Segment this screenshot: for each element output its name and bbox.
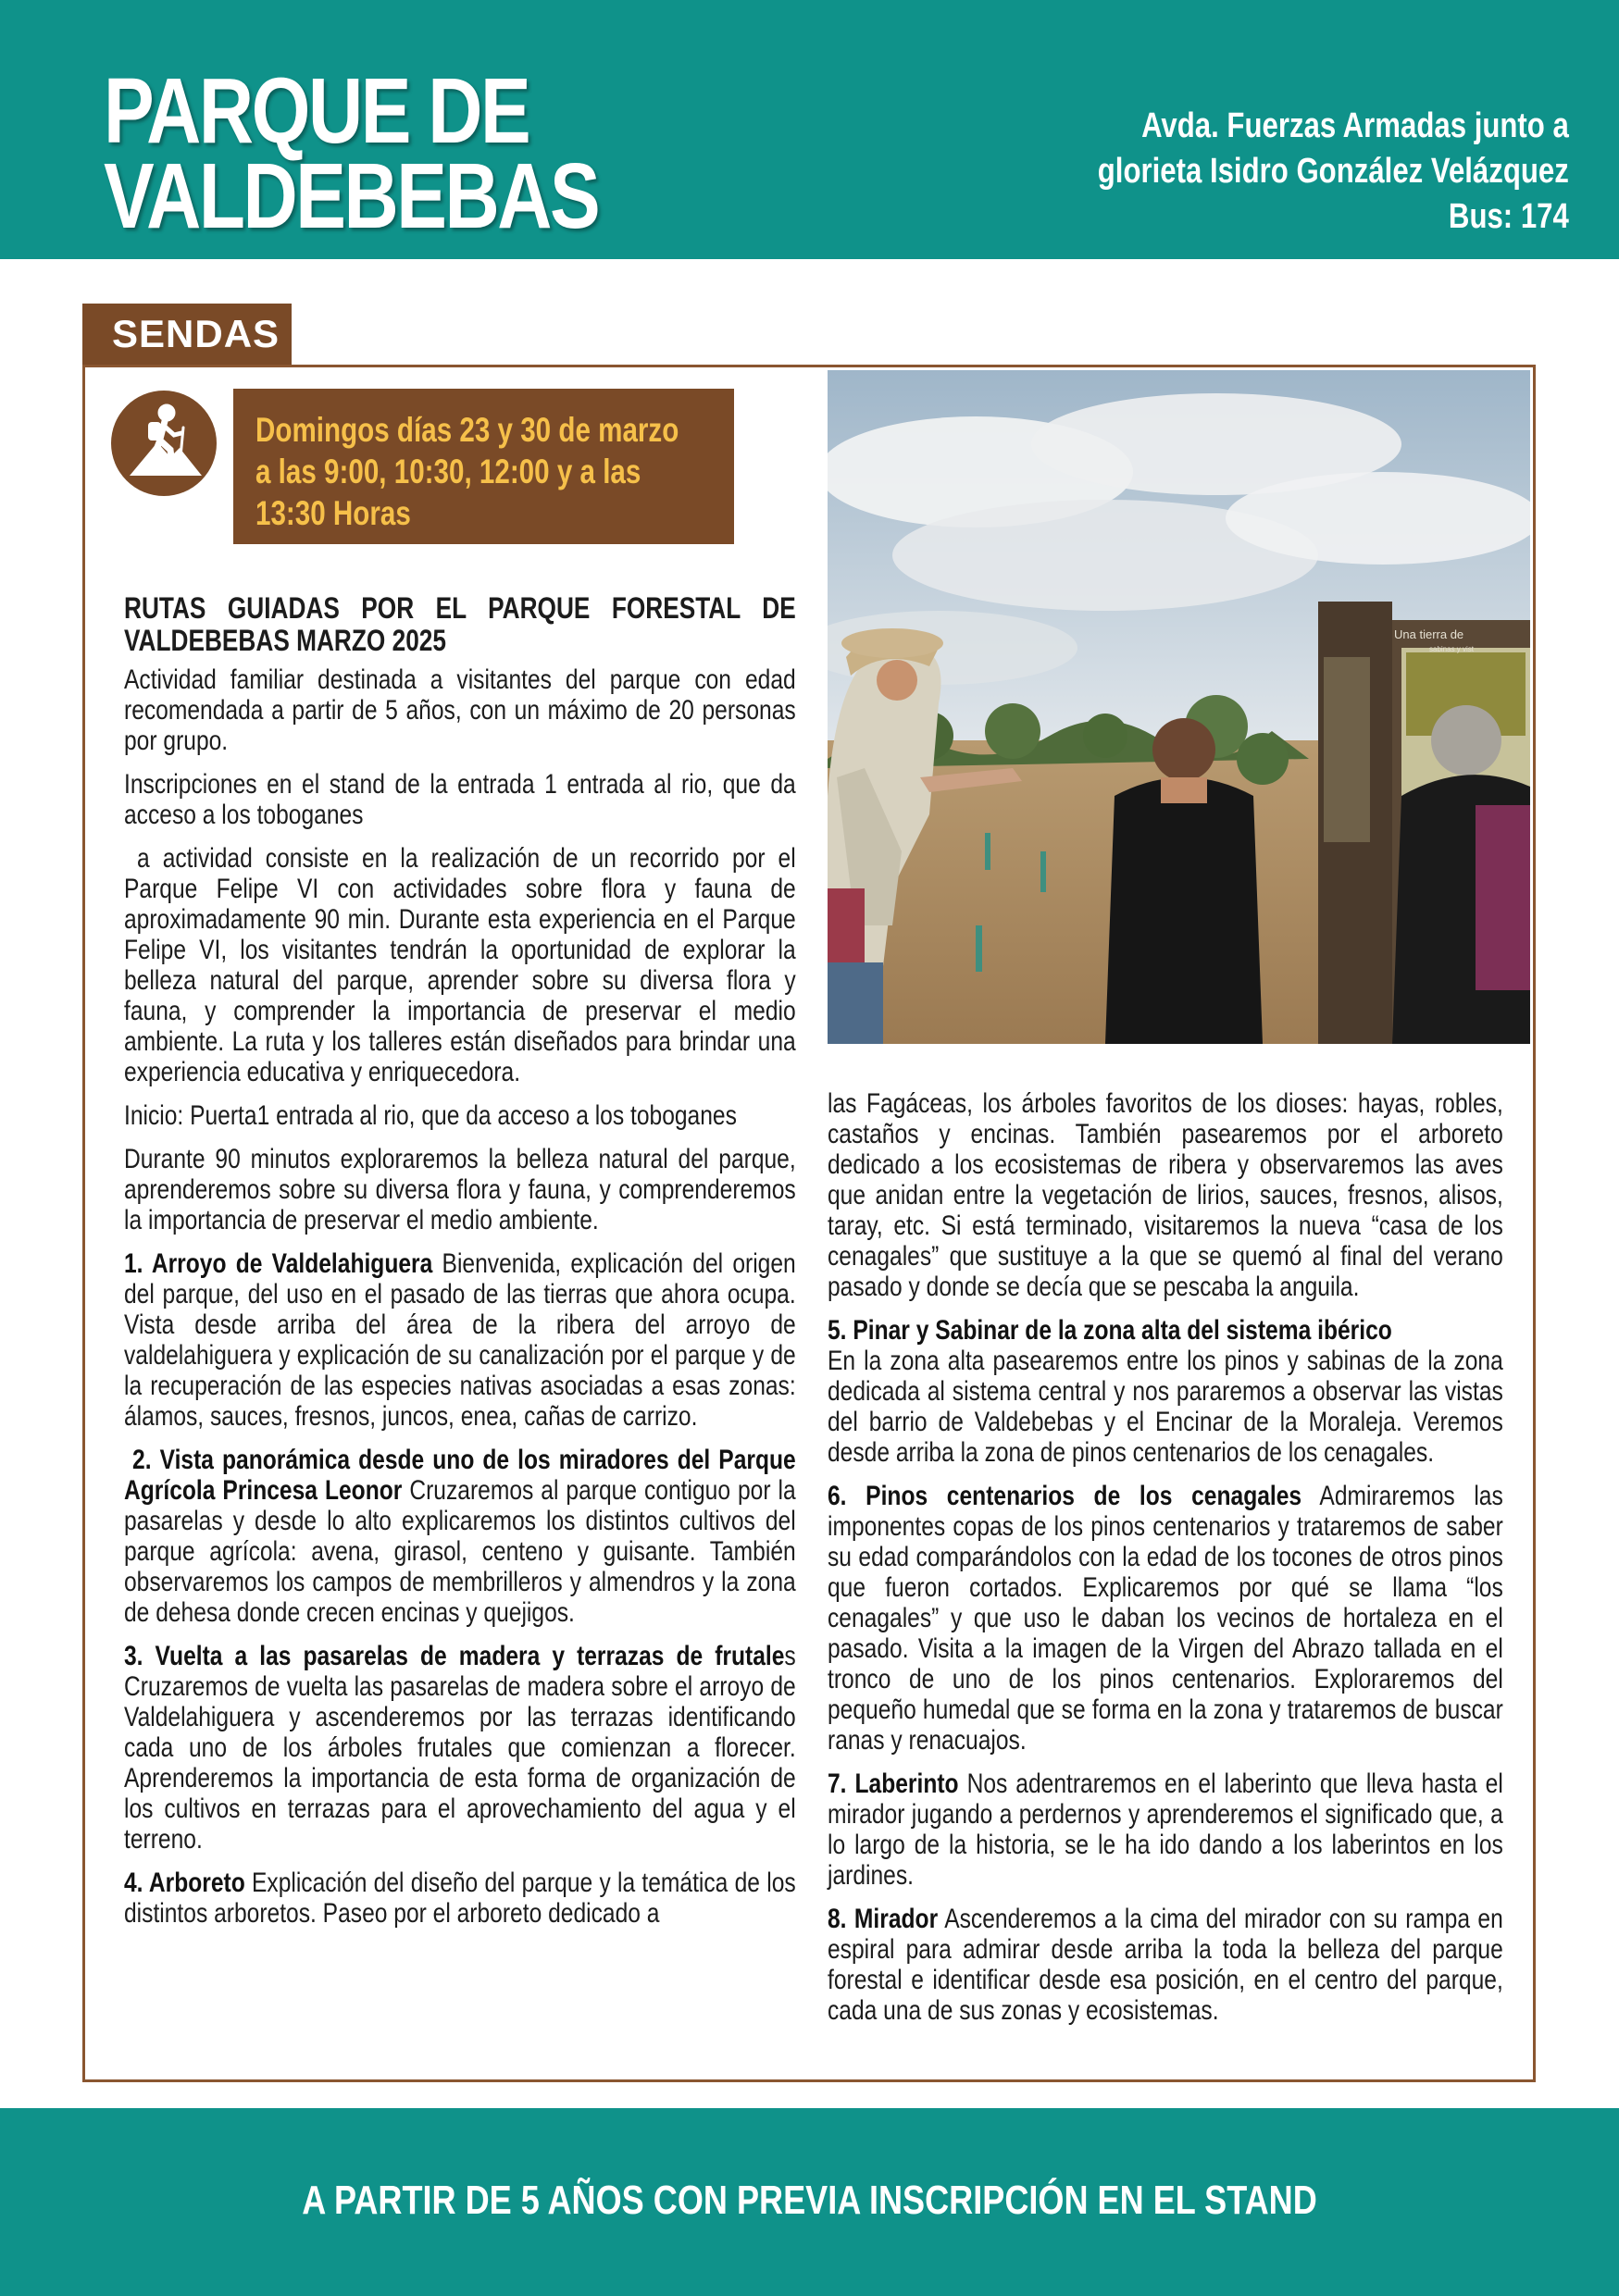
- stop-4-text: Explicación del diseño del parque y la temática de los distintos arboretos. Paseo por el arboreto dedicado a: [124, 1868, 796, 1929]
- park-title-line-2: VALDEBEBAS: [104, 144, 599, 248]
- stop-8-title: 8. Mirador: [828, 1904, 939, 1934]
- stop-3-text: s Cruzaremos de vuelta las pasarelas de madera sobre el arroyo de Valdelahiguera y ascenderemos por las terrazas identificando cada uno de los árboles frutales que comienzan a florecer. Aprenderemos la importancia de esta forma de organización de los cultivos en terrazas para el aprovechamiento del agua y el terreno.: [124, 1641, 796, 1855]
- bus-line: Bus: 174: [1449, 197, 1569, 236]
- header-banner: [0, 0, 1619, 259]
- schedule-box: [233, 389, 734, 544]
- park-title: [104, 59, 599, 248]
- stop-7-title: 7. Laberinto: [828, 1769, 959, 1799]
- stop-8-text: Ascenderemos a la cima del mirador con su rampa en espiral para admirar desde arriba la toda la belleza del parque forestal e identificar desde esa posición, en el centro del parque, cada una de sus zonas y ecosistemas.: [828, 1904, 1503, 2026]
- stop-6-text: Admiraremos las imponentes copas de los pinos centenarios y trataremos de saber su edad comparándolos con la edad de los tocones de otros pinos que fueron cortados. Explicaremos por qué se llama “los cenagales” y que uso le daban los vecinos de hortaleza en el pasado. Visita a la imagen de la Virgen del Abrazo tallada en el tronco de uno de los pinos centenarios. Exploraremos del pequeño humedal que se forma en la zona y trataremos de buscar ranas y renacuajos.: [828, 1481, 1503, 1756]
- stop-1: [124, 1248, 796, 1432]
- schedule-line-1: Domingos días 23 y 30 de marzo: [255, 411, 679, 449]
- left-column: [124, 591, 803, 1942]
- address-block: [1098, 104, 1569, 240]
- stop-5-title: 5. Pinar y Sabinar de la zona alta del sistema ibérico: [828, 1315, 1392, 1346]
- park-photo: [828, 370, 1530, 1044]
- section-tab: SENDAS: [82, 304, 292, 365]
- start-paragraph: Inicio: Puerta1 entrada al rio, que da acceso a los toboganes: [124, 1100, 737, 1131]
- stop-7-text: Nos adentraremos en el laberinto que lleva hasta el mirador jugando a perdernos y aprenderemos el significado que, a lo largo de la historia, se le ha ido dando a los laberintos en los jardines.: [828, 1769, 1503, 1891]
- stop-6: [828, 1481, 1503, 1756]
- stop-4-continued: las Fagáceas, los árboles favoritos de los dioses: hayas, robles, castaños y encinas. También pasearemos por el arboreto dedicado a los ecosistemas de ribera y observaremos las aves que anidan entre la vegetación de lirios, sauces, fresnos, alisos, taray, etc. Si está terminado, visitaremos la nueva “casa de los cenagales” que sustituye a la que se quemó al final del verano pasado y donde se decía que se pescaba la anguila.: [828, 1088, 1503, 1302]
- summary-paragraph: Durante 90 minutos exploraremos la belleza natural del parque, aprenderemos sobre su diversa flora y fauna, y comprenderemos la importancia de preservar el medio ambiente.: [124, 1144, 796, 1235]
- stop-3: [124, 1641, 796, 1855]
- intro-paragraph: Actividad familiar destinada a visitantes del parque con edad recomendada a partir de 5 años, con un máximo de 20 personas por grupo.: [124, 664, 796, 756]
- address-line-1: Avda. Fuerzas Armadas junto a: [1141, 106, 1569, 145]
- stop-3-title: 3. Vuelta a las pasarelas de madera y terrazas de frutale: [124, 1641, 785, 1671]
- hiker-icon: [111, 391, 217, 496]
- stop-6-title: 6. Pinos centenarios de los cenagales: [828, 1481, 1302, 1511]
- activity-paragraph: a actividad consiste en la realización de un recorrido por el Parque Felipe VI con actividades sobre flora y fauna de aproximadamente 90 min. Durante esta experiencia en el Parque Felipe VI, los visitantes tendrán la oportunidad de explorar la belleza natural del parque, aprender sobre su diversa flora y fauna, y comprender la importancia de preservar el medio ambiente. La ruta y los talleres están diseñados para brindar una experiencia educativa y enriquecedora.: [124, 843, 803, 1087]
- sign-text-1: Una tierra de: [1394, 627, 1464, 641]
- stop-8: [828, 1904, 1503, 2026]
- article-heading: RUTAS GUIADAS POR EL PARQUE FORESTAL DE VALDEBEBAS MARZO 2025: [124, 591, 796, 657]
- stop-2-text: Cruzaremos al parque contiguo por la pasarelas y desde lo alto explicaremos los distintos cultivos del parque agrícola: avena, girasol, centeno y guisante. También observaremos los campos de membrilleros y almendros y la zona de dehesa donde crecen encinas y quejigos.: [124, 1475, 803, 1628]
- stop-2-title: 2. Vista panorámica desde uno de los miradores del Parque Agrícola Princesa Leonor: [124, 1445, 802, 1506]
- stop-4: [124, 1868, 796, 1929]
- schedule-line-2: a las 9:00, 10:30, 12:00 y a las: [255, 453, 641, 490]
- footer-banner: [0, 2108, 1619, 2296]
- stop-5-text: En la zona alta pasearemos entre los pinos y sabinas de la zona dedicada al sistema central y nos pararemos a observar las vistas del barrio de Valdebebas y el Encinar de la Moraleja. Veremos desde arriba la zona de pinos centenarios de los cenagales.: [828, 1346, 1503, 1468]
- schedule-text: [255, 409, 715, 534]
- registration-paragraph: Inscripciones en el stand de la entrada 1 entrada al rio, que da acceso a los toboganes: [124, 769, 796, 830]
- stop-2: [124, 1445, 803, 1628]
- address-line-2: glorieta Isidro González Velázquez: [1097, 152, 1569, 191]
- stop-1-text: Bienvenida, explicación del origen del parque, del uso en el pasado de las tierras que ahora ocupa. Vista desde arriba del área de la ribera del arroyo de valdelahiguera y explicación de su canalización por el parque y de la recuperación de las especies nativas asociadas a esas zonas: álamos, sauces, fresnos, juncos, enea, cañas de carrizo.: [124, 1248, 796, 1432]
- footer-text: A PARTIR DE 5 AÑOS CON PREVIA INSCRIPCIÓN EN EL STAND: [302, 2178, 1317, 2223]
- stop-4-title: 4. Arboreto: [124, 1868, 245, 1898]
- right-column: [828, 1088, 1503, 2039]
- sign-text-2: sabinas y vist: [1429, 645, 1475, 653]
- stop-7: [828, 1769, 1503, 1891]
- stop-1-title: 1. Arroyo de Valdelahiguera: [124, 1248, 433, 1279]
- park-title-line-1: PARQUE DE: [104, 59, 529, 163]
- stop-5: [828, 1315, 1503, 1468]
- schedule-line-3: 13:30 Horas: [255, 494, 411, 532]
